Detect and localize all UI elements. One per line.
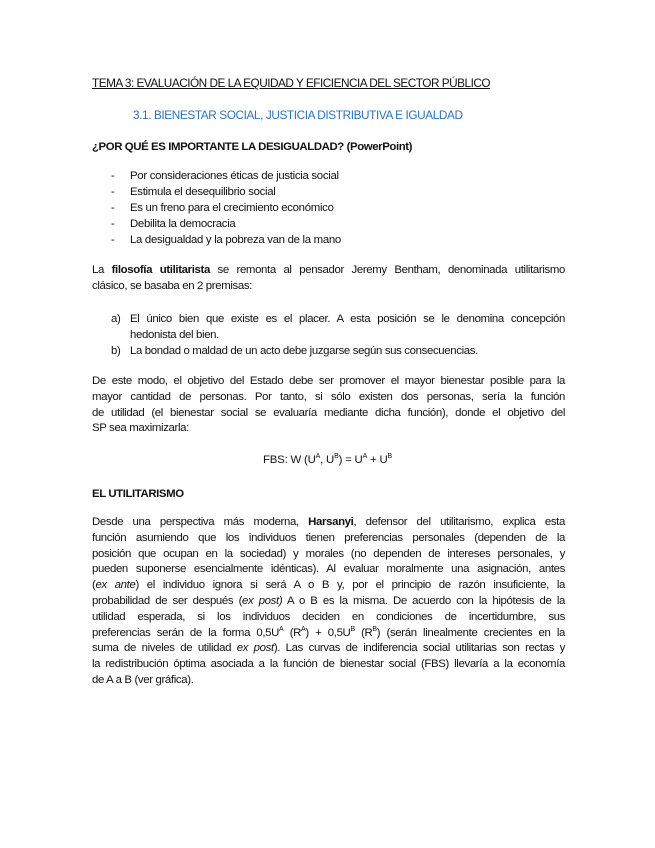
- section-heading: EL UTILITARISMO: [92, 488, 184, 500]
- premises-list: [92, 312, 565, 359]
- harsanyi-paragraph: Desde una perspectiva más moderna, Harsanyi, defensor del utilitarismo, explica esta función asumiendo que los individuos tienen preferencias personales (dependen de la posición que ocupan en la sociedad) y morales (no dependen de intereses personales, y pueden suponerse esencialmente idénticas). Al evaluar moralmente una asignación, antes (ex ante) el individuo ignora si será A o B y, por el principio de razón insuficiente, la probabilidad de ser después (ex post) A o B es la misma. De acuerdo con la hipótesis de la utilidad esperada, si los individuos deciden en condiciones de incertidumbre, sus preferencias serán de la forma $0,5U^A$ $(R^A) + 0,5U^B$ $(R^B)$ (serán linealmente crecientes en la suma de niveles de utilidad ex post). Las curvas de indiferencia social utilitarias son rectas y la redistribución óptima asociada a la función de bienestar social (FBS) llevaría a la economía de A a B (ver gráfica).: [92, 516, 566, 686]
- equation: FBS: W ($U^A$, $U^B) = U^A + U^B$: [263, 453, 392, 466]
- bold-term: filosofía utilitarista: [111, 264, 210, 276]
- list-item: - Por consideraciones éticas de justicia social: [111, 170, 339, 182]
- list-item: - Es un freno para el crecimiento económico: [111, 202, 334, 214]
- bullet-list: [92, 170, 552, 250]
- question-heading: ¿POR QUÉ ES IMPORTANTE LA DESIGUALDAD? (PowerPoint): [92, 141, 413, 153]
- section-subtitle: 3.1. BIENESTAR SOCIAL, JUSTICIA DISTRIBUTIVA E IGUALDAD: [133, 108, 463, 122]
- state-paragraph: De este modo, el objetivo del Estado debe ser promover el mayor bienestar posible para la mayor cantidad de personas. Por tanto, si sólo existen dos personas, sería la función de utilidad (el bienestar social se evaluaría mediante dicha función), donde el objetivo del SP sea maximizarla:: [92, 375, 565, 435]
- page-title: TEMA 3: EVALUACIÓN DE LA EQUIDAD Y EFICIENCIA DEL SECTOR PÚBLICO: [92, 76, 491, 90]
- list-item: - Debilita la democracia: [111, 218, 236, 230]
- list-item: b) La bondad o maldad de un acto debe juzgarse según sus consecuencias.: [111, 344, 478, 357]
- intro-paragraph: La filosofía utilitarista se remonta al pensador Jeremy Bentham, denominada utilitarismo clásico, se basaba en 2 premisas:: [92, 264, 565, 292]
- list-item: - La desigualdad y la pobreza van de la mano: [111, 234, 341, 246]
- list-item: a) El único bien que existe es el placer. A esta posición se le denomina concepción hedonista del bien.: [111, 313, 565, 341]
- list-item: - Estimula el desequilibrio social: [111, 186, 276, 198]
